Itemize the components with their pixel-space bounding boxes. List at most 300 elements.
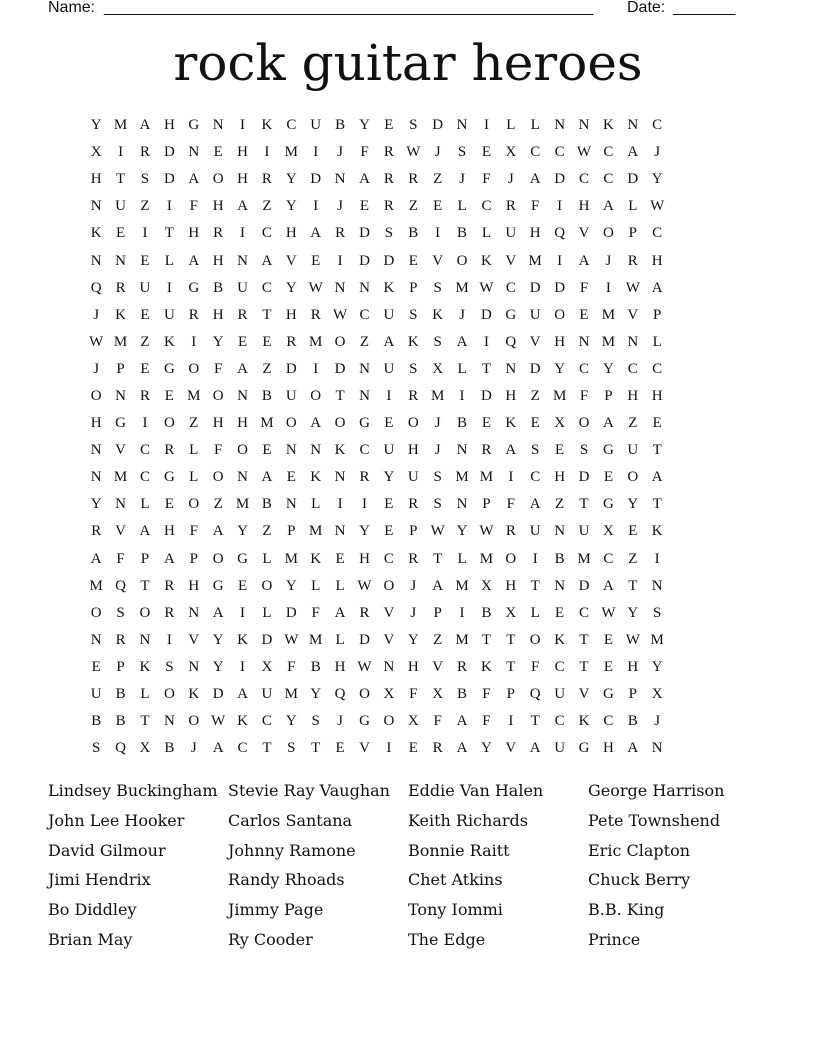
grid-letter[interactable]: R <box>139 387 150 404</box>
grid-letter[interactable]: M <box>235 496 250 513</box>
grid-letter[interactable]: X <box>139 740 151 757</box>
grid-letter[interactable]: U <box>90 686 102 703</box>
grid-letter[interactable]: M <box>309 333 323 350</box>
grid-letter[interactable]: C <box>237 740 248 757</box>
grid-letter[interactable]: B <box>627 713 638 730</box>
grid-letter[interactable]: A <box>188 171 200 188</box>
grid-letter[interactable]: T <box>579 658 589 675</box>
grid-letter[interactable]: S <box>92 740 101 757</box>
grid-letter[interactable]: V <box>188 631 200 648</box>
grid-letter[interactable]: E <box>140 360 150 377</box>
grid-letter[interactable]: K <box>481 658 492 675</box>
grid-letter[interactable]: A <box>432 577 444 594</box>
grid-letter[interactable]: Q <box>90 279 102 296</box>
grid-letter[interactable]: E <box>530 415 540 432</box>
grid-letter[interactable]: N <box>505 360 517 377</box>
grid-letter[interactable]: L <box>311 496 321 513</box>
grid-letter[interactable]: P <box>482 496 491 513</box>
grid-letter[interactable]: L <box>164 252 174 269</box>
grid-letter[interactable]: K <box>90 225 102 242</box>
grid-letter[interactable]: V <box>505 252 517 269</box>
grid-letter[interactable]: E <box>91 658 101 675</box>
grid-letter[interactable]: N <box>115 252 126 269</box>
date-field[interactable]: _______ <box>673 0 736 16</box>
grid-letter[interactable]: F <box>213 442 223 459</box>
grid-letter[interactable]: N <box>359 360 370 377</box>
grid-letter[interactable]: E <box>359 198 370 215</box>
grid-letter[interactable]: U <box>407 469 419 486</box>
grid-letter[interactable]: A <box>261 252 273 269</box>
grid-letter[interactable]: L <box>530 117 540 134</box>
grid-letter[interactable]: U <box>285 387 297 404</box>
grid-letter[interactable]: A <box>237 198 248 215</box>
grid-letter[interactable]: C <box>359 306 370 323</box>
grid-letter[interactable]: C <box>139 442 150 459</box>
grid-letter[interactable]: R <box>310 306 321 323</box>
grid-letter[interactable]: L <box>457 360 467 377</box>
grid-letter[interactable]: W <box>625 631 640 648</box>
grid-letter[interactable]: W <box>284 631 299 648</box>
grid-letter[interactable]: R <box>164 577 175 594</box>
grid-letter[interactable]: A <box>310 415 322 432</box>
grid-letter[interactable]: I <box>313 144 319 161</box>
grid-letter[interactable]: X <box>602 523 614 540</box>
grid-letter[interactable]: H <box>90 171 102 188</box>
grid-letter[interactable]: C <box>286 117 297 134</box>
grid-letter[interactable]: E <box>384 415 394 432</box>
grid-letter[interactable]: I <box>118 144 124 161</box>
grid-letter[interactable]: O <box>359 686 370 703</box>
grid-letter[interactable]: C <box>652 225 663 242</box>
grid-letter[interactable]: H <box>188 577 200 594</box>
grid-letter[interactable]: R <box>457 658 468 675</box>
grid-letter[interactable]: S <box>579 442 589 459</box>
grid-letter[interactable]: O <box>90 387 102 404</box>
grid-letter[interactable]: Q <box>115 577 126 594</box>
grid-letter[interactable]: M <box>455 577 469 594</box>
grid-letter[interactable]: F <box>311 604 320 621</box>
grid-letter[interactable]: O <box>529 631 541 648</box>
grid-letter[interactable]: A <box>212 740 224 757</box>
grid-letter[interactable]: R <box>164 442 175 459</box>
grid-letter[interactable]: D <box>334 360 346 377</box>
grid-letter[interactable]: Y <box>383 469 395 486</box>
grid-letter[interactable]: H <box>237 171 248 188</box>
grid-letter[interactable]: W <box>576 144 592 161</box>
grid-letter[interactable]: A <box>627 740 639 757</box>
grid-letter[interactable]: D <box>359 252 370 269</box>
grid-letter[interactable]: C <box>603 171 614 188</box>
grid-letter[interactable]: V <box>285 252 297 269</box>
grid-letter[interactable]: Z <box>433 631 443 648</box>
grid-letter[interactable]: C <box>603 713 614 730</box>
grid-letter[interactable]: N <box>90 631 102 648</box>
grid-letter[interactable]: B <box>115 686 126 703</box>
grid-letter[interactable]: D <box>261 631 273 648</box>
grid-letter[interactable]: S <box>409 360 418 377</box>
grid-letter[interactable]: R <box>91 523 102 540</box>
grid-letter[interactable]: H <box>627 658 639 675</box>
grid-letter[interactable]: I <box>435 225 441 242</box>
grid-letter[interactable]: N <box>651 577 663 594</box>
grid-letter[interactable]: V <box>383 631 395 648</box>
grid-letter[interactable]: A <box>602 577 614 594</box>
grid-letter[interactable]: I <box>508 469 514 486</box>
grid-letter[interactable]: N <box>90 198 102 215</box>
grid-letter[interactable]: Z <box>408 198 418 215</box>
grid-letter[interactable]: I <box>142 415 148 432</box>
grid-letter[interactable]: Z <box>628 415 638 432</box>
grid-letter[interactable]: I <box>386 740 392 757</box>
grid-letter[interactable]: V <box>432 658 444 675</box>
grid-letter[interactable]: G <box>578 740 590 757</box>
grid-letter[interactable]: V <box>432 252 444 269</box>
grid-letter[interactable]: K <box>188 686 200 703</box>
grid-letter[interactable]: C <box>505 279 516 296</box>
grid-letter[interactable]: Y <box>285 171 297 188</box>
grid-letter[interactable]: M <box>113 333 128 350</box>
grid-letter[interactable]: E <box>237 577 248 594</box>
grid-letter[interactable]: H <box>578 198 590 215</box>
grid-letter[interactable]: R <box>237 306 248 323</box>
grid-letter[interactable]: J <box>337 144 344 161</box>
grid-letter[interactable]: D <box>432 117 444 134</box>
grid-letter[interactable]: M <box>284 144 298 161</box>
grid-letter[interactable]: T <box>652 442 662 459</box>
grid-letter[interactable]: F <box>360 144 369 161</box>
grid-letter[interactable]: A <box>334 604 346 621</box>
grid-letter[interactable]: A <box>261 469 273 486</box>
grid-letter[interactable]: H <box>602 740 614 757</box>
grid-letter[interactable]: K <box>334 442 346 459</box>
grid-letter[interactable]: H <box>627 387 639 404</box>
grid-letter[interactable]: I <box>386 387 392 404</box>
grid-letter[interactable]: F <box>189 198 198 215</box>
grid-letter[interactable]: M <box>601 306 616 323</box>
grid-letter[interactable]: Y <box>627 604 639 621</box>
grid-letter[interactable]: W <box>357 658 372 675</box>
grid-letter[interactable]: N <box>212 117 224 134</box>
grid-letter[interactable]: A <box>456 333 468 350</box>
grid-letter[interactable]: U <box>505 225 517 242</box>
grid-letter[interactable]: T <box>652 496 662 513</box>
grid-letter[interactable]: I <box>557 198 563 215</box>
grid-letter[interactable]: U <box>529 306 541 323</box>
grid-letter[interactable]: S <box>433 469 442 486</box>
grid-letter[interactable]: E <box>213 144 223 161</box>
grid-letter[interactable]: J <box>410 604 417 621</box>
grid-letter[interactable]: Y <box>481 740 492 757</box>
grid-letter[interactable]: Q <box>115 740 126 757</box>
grid-letter[interactable]: N <box>237 252 248 269</box>
grid-letter[interactable]: T <box>506 658 516 675</box>
grid-letter[interactable]: K <box>115 306 126 323</box>
grid-letter[interactable]: Y <box>212 631 224 648</box>
grid-letter[interactable]: O <box>554 306 566 323</box>
grid-letter[interactable]: C <box>627 360 638 377</box>
grid-letter[interactable]: N <box>237 387 248 404</box>
grid-letter[interactable]: N <box>310 442 322 459</box>
grid-letter[interactable]: N <box>237 469 248 486</box>
grid-letter[interactable]: T <box>506 631 516 648</box>
grid-letter[interactable]: T <box>628 577 638 594</box>
grid-letter[interactable]: E <box>384 523 394 540</box>
grid-letter[interactable]: F <box>579 279 589 296</box>
grid-letter[interactable]: S <box>531 442 540 459</box>
grid-letter[interactable]: I <box>240 604 246 621</box>
grid-letter[interactable]: A <box>237 686 248 703</box>
grid-letter[interactable]: M <box>479 469 494 486</box>
grid-letter[interactable]: O <box>310 387 322 404</box>
grid-letter[interactable]: C <box>579 604 590 621</box>
grid-letter[interactable]: A <box>359 171 370 188</box>
grid-letter[interactable]: D <box>529 279 541 296</box>
grid-letter[interactable]: O <box>578 415 590 432</box>
grid-letter[interactable]: Z <box>140 198 150 215</box>
grid-letter[interactable]: D <box>310 171 322 188</box>
grid-letter[interactable]: R <box>432 740 443 757</box>
grid-letter[interactable]: H <box>407 442 419 459</box>
grid-letter[interactable]: M <box>430 387 445 404</box>
grid-letter[interactable]: E <box>555 442 565 459</box>
grid-letter[interactable]: X <box>505 144 517 161</box>
grid-letter[interactable]: R <box>115 631 126 648</box>
grid-letter[interactable]: L <box>457 198 467 215</box>
grid-letter[interactable]: F <box>213 360 223 377</box>
grid-letter[interactable]: J <box>434 415 441 432</box>
grid-letter[interactable]: N <box>188 144 200 161</box>
grid-letter[interactable]: I <box>532 550 538 567</box>
grid-letter[interactable]: G <box>602 686 614 703</box>
name-field[interactable]: _______________________________________________________ <box>104 0 594 16</box>
grid-letter[interactable]: C <box>530 469 541 486</box>
grid-letter[interactable]: J <box>654 144 661 161</box>
grid-letter[interactable]: Y <box>212 333 224 350</box>
grid-letter[interactable]: R <box>408 496 419 513</box>
grid-letter[interactable]: N <box>554 577 566 594</box>
grid-letter[interactable]: A <box>529 496 541 513</box>
grid-letter[interactable]: N <box>334 171 346 188</box>
grid-letter[interactable]: P <box>433 604 442 621</box>
grid-letter[interactable]: K <box>310 550 322 567</box>
grid-letter[interactable]: K <box>237 713 248 730</box>
grid-letter[interactable]: D <box>578 577 590 594</box>
grid-letter[interactable]: H <box>529 225 541 242</box>
grid-letter[interactable]: I <box>508 713 514 730</box>
grid-letter[interactable]: D <box>285 360 297 377</box>
grid-letter[interactable]: N <box>554 523 566 540</box>
grid-letter[interactable]: H <box>285 225 297 242</box>
grid-letter[interactable]: O <box>212 171 224 188</box>
grid-letter[interactable]: Y <box>310 686 322 703</box>
grid-letter[interactable]: N <box>578 333 590 350</box>
grid-letter[interactable]: O <box>505 550 517 567</box>
grid-letter[interactable]: T <box>433 550 443 567</box>
grid-letter[interactable]: G <box>505 306 517 323</box>
grid-letter[interactable]: Y <box>285 279 297 296</box>
grid-letter[interactable]: H <box>285 306 297 323</box>
grid-letter[interactable]: I <box>654 550 660 567</box>
grid-letter[interactable]: X <box>554 415 566 432</box>
grid-letter[interactable]: E <box>408 252 418 269</box>
grid-letter[interactable]: S <box>653 604 662 621</box>
grid-letter[interactable]: F <box>116 550 125 567</box>
grid-letter[interactable]: R <box>359 469 370 486</box>
grid-letter[interactable]: C <box>261 713 272 730</box>
grid-letter[interactable]: R <box>383 198 394 215</box>
grid-letter[interactable]: R <box>505 523 516 540</box>
grid-letter[interactable]: E <box>408 740 418 757</box>
grid-letter[interactable]: J <box>93 360 100 377</box>
grid-letter[interactable]: X <box>432 686 444 703</box>
grid-letter[interactable]: L <box>189 442 199 459</box>
grid-letter[interactable]: B <box>261 496 272 513</box>
grid-letter[interactable]: N <box>554 117 566 134</box>
grid-letter[interactable]: E <box>164 387 174 404</box>
grid-letter[interactable]: A <box>90 550 102 567</box>
grid-letter[interactable]: D <box>627 171 639 188</box>
grid-letter[interactable]: R <box>383 144 394 161</box>
grid-letter[interactable]: F <box>287 658 296 675</box>
grid-letter[interactable]: M <box>455 469 469 486</box>
grid-letter[interactable]: I <box>337 496 343 513</box>
grid-letter[interactable]: H <box>237 415 248 432</box>
grid-letter[interactable]: A <box>139 523 151 540</box>
grid-letter[interactable]: E <box>311 252 321 269</box>
grid-letter[interactable]: O <box>285 415 297 432</box>
grid-letter[interactable]: F <box>579 387 589 404</box>
grid-letter[interactable]: J <box>434 442 441 459</box>
grid-letter[interactable]: A <box>212 523 224 540</box>
grid-letter[interactable]: K <box>163 333 175 350</box>
grid-letter[interactable]: U <box>139 279 151 296</box>
grid-letter[interactable]: H <box>212 306 224 323</box>
grid-letter[interactable]: O <box>163 686 175 703</box>
grid-letter[interactable]: I <box>166 198 172 215</box>
grid-letter[interactable]: P <box>628 686 637 703</box>
grid-letter[interactable]: P <box>189 550 198 567</box>
grid-letter[interactable]: T <box>481 631 492 648</box>
grid-letter[interactable]: B <box>457 686 468 703</box>
grid-letter[interactable]: N <box>90 469 102 486</box>
grid-letter[interactable]: D <box>359 631 370 648</box>
grid-letter[interactable]: I <box>313 360 319 377</box>
grid-letter[interactable]: A <box>139 117 151 134</box>
grid-letter[interactable]: C <box>579 360 590 377</box>
grid-letter[interactable]: D <box>554 171 566 188</box>
grid-letter[interactable]: D <box>481 387 492 404</box>
grid-letter[interactable]: U <box>237 279 248 296</box>
grid-letter[interactable]: R <box>188 306 199 323</box>
grid-letter[interactable]: G <box>602 442 614 459</box>
grid-letter[interactable]: N <box>359 387 370 404</box>
grid-letter[interactable]: F <box>433 713 442 730</box>
grid-letter[interactable]: C <box>481 198 492 215</box>
grid-letter[interactable]: B <box>457 415 468 432</box>
grid-letter[interactable]: Q <box>554 225 566 242</box>
grid-letter[interactable]: P <box>604 387 613 404</box>
grid-letter[interactable]: I <box>361 496 367 513</box>
grid-letter[interactable]: S <box>140 171 150 188</box>
grid-letter[interactable]: M <box>455 631 469 648</box>
grid-letter[interactable]: G <box>602 496 614 513</box>
grid-letter[interactable]: K <box>554 631 566 648</box>
grid-letter[interactable]: R <box>481 442 492 459</box>
grid-letter[interactable]: E <box>262 333 272 350</box>
grid-letter[interactable]: I <box>142 225 148 242</box>
grid-letter[interactable]: N <box>578 117 590 134</box>
grid-letter[interactable]: Y <box>651 171 663 188</box>
grid-letter[interactable]: A <box>212 604 224 621</box>
grid-letter[interactable]: D <box>212 686 224 703</box>
grid-letter[interactable]: N <box>456 442 468 459</box>
grid-letter[interactable]: E <box>433 198 443 215</box>
grid-letter[interactable]: S <box>433 279 442 296</box>
grid-letter[interactable]: M <box>284 550 298 567</box>
grid-letter[interactable]: Q <box>505 333 517 350</box>
grid-letter[interactable]: D <box>383 252 395 269</box>
grid-letter[interactable]: N <box>359 279 370 296</box>
grid-letter[interactable]: Y <box>285 713 297 730</box>
grid-letter[interactable]: G <box>188 117 200 134</box>
grid-letter[interactable]: F <box>531 658 540 675</box>
grid-letter[interactable]: C <box>554 658 565 675</box>
grid-letter[interactable]: I <box>264 144 270 161</box>
grid-letter[interactable]: X <box>481 577 492 594</box>
grid-letter[interactable]: J <box>507 171 514 188</box>
grid-letter[interactable]: Q <box>529 686 541 703</box>
grid-letter[interactable]: K <box>383 279 395 296</box>
grid-letter[interactable]: O <box>407 415 419 432</box>
grid-letter[interactable]: C <box>603 144 614 161</box>
grid-letter[interactable]: K <box>505 415 517 432</box>
grid-letter[interactable]: O <box>212 550 224 567</box>
grid-letter[interactable]: N <box>627 333 639 350</box>
grid-letter[interactable]: E <box>628 523 638 540</box>
grid-letter[interactable]: M <box>113 117 128 134</box>
grid-letter[interactable]: N <box>456 117 468 134</box>
grid-letter[interactable]: P <box>409 279 418 296</box>
grid-letter[interactable]: E <box>140 252 150 269</box>
grid-letter[interactable]: G <box>115 415 126 432</box>
grid-letter[interactable]: C <box>261 279 272 296</box>
grid-letter[interactable]: E <box>555 604 565 621</box>
grid-letter[interactable]: N <box>627 117 639 134</box>
grid-letter[interactable]: A <box>627 144 639 161</box>
grid-letter[interactable]: U <box>578 523 590 540</box>
grid-letter[interactable]: M <box>89 577 103 594</box>
grid-letter[interactable]: J <box>410 577 417 594</box>
grid-letter[interactable]: F <box>482 686 491 703</box>
grid-letter[interactable]: O <box>383 577 395 594</box>
grid-letter[interactable]: H <box>90 415 102 432</box>
grid-letter[interactable]: O <box>334 333 346 350</box>
grid-letter[interactable]: L <box>262 604 272 621</box>
grid-letter[interactable]: K <box>602 117 614 134</box>
grid-letter[interactable]: Y <box>602 360 614 377</box>
grid-letter[interactable]: T <box>530 577 540 594</box>
grid-letter[interactable]: U <box>529 523 541 540</box>
grid-letter[interactable]: A <box>163 550 175 567</box>
grid-letter[interactable]: I <box>605 279 611 296</box>
grid-letter[interactable]: G <box>237 550 248 567</box>
grid-letter[interactable]: M <box>284 686 298 703</box>
grid-letter[interactable]: M <box>479 550 494 567</box>
grid-letter[interactable]: D <box>578 469 590 486</box>
grid-letter[interactable]: Y <box>359 117 370 134</box>
grid-letter[interactable]: T <box>262 740 272 757</box>
grid-letter[interactable]: L <box>140 686 150 703</box>
